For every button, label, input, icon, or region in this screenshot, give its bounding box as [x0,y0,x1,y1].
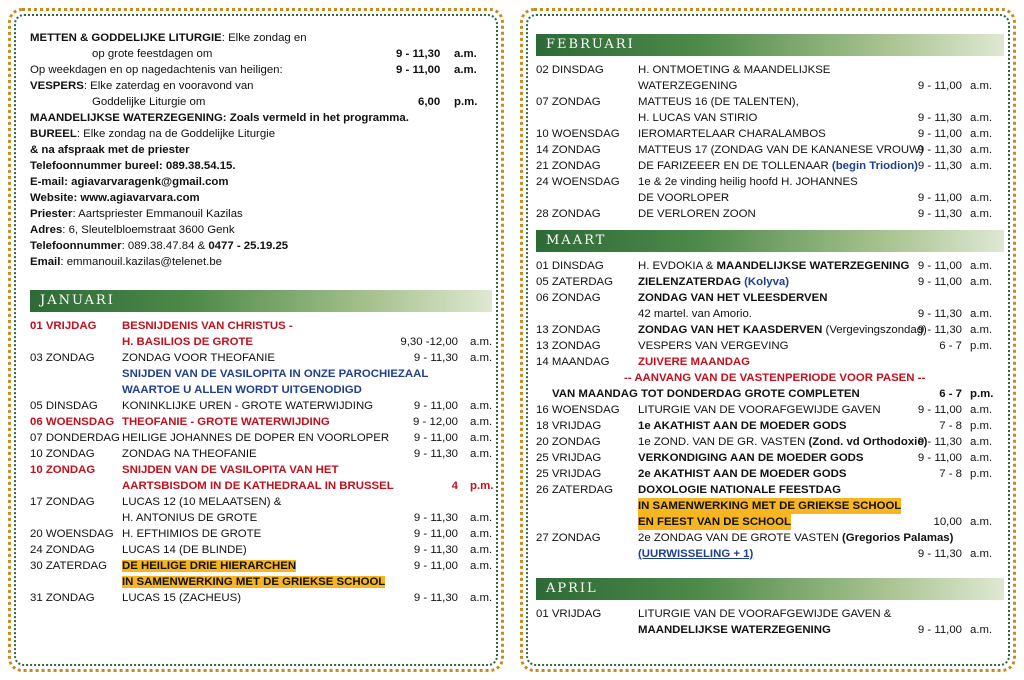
event-time: 9 - 11,30 [917,112,962,124]
month-banner-januari: JANUARI [30,290,492,312]
month-banner-februari: FEBRUARI [536,34,1004,56]
schedule-row [30,590,492,606]
schedule-row [536,190,1004,206]
event-title-wrap [638,126,826,142]
event-title: IN SAMENWERKING MET DE GRIEKSE SCHOOL [638,500,902,512]
schedule-row [30,574,492,590]
event-time: 9 - 11,00 [917,452,962,464]
time-unit: a.m. [454,48,477,60]
event-date: 20 ZONDAG [536,436,601,448]
event-title: H. EVDOKIA & [638,260,717,272]
schedule-row [30,350,492,366]
event-time: 9 - 11,30 [413,592,458,604]
event-title-wrap [122,478,394,494]
event-title: LUCAS 15 (ZACHEUS) [122,592,241,604]
info-line: : Elke zondag na de Goddelijke Liturgie [76,128,276,140]
event-unit: a.m. [970,624,993,636]
event-title-wrap [122,430,389,446]
event-title: KONINKLIJKE UREN - GROTE WATERWIJDING [122,400,374,412]
event-unit: p.m. [970,340,993,352]
schedule-row [30,558,492,574]
event-date: 07 ZONDAG [536,96,601,108]
event-date: 10 ZONDAG [30,464,96,476]
lent-notice: -- AANVANG VAN DE VASTENPERIODE VOOR PASEN -- [624,372,926,384]
event-date: 27 ZONDAG [536,532,601,544]
info-line: : Elke zondag en [221,32,307,44]
event-note: (Kolyva) [744,276,790,288]
schedule-row [536,78,1004,94]
event-time: 9 - 11,00 [917,624,962,636]
event-title: SNIJDEN VAN DE VASILOPITA IN ONZE PAROCHIEZAAL [122,368,429,380]
event-title-wrap [122,558,296,574]
event-time: 9 - 11,00 [917,260,962,272]
event-title: MATTEUS 17 (ZONDAG VAN DE KANANESE VROUW) [638,144,924,156]
event-title-wrap [122,334,253,350]
event-title: DE FARIZEEER EN DE TOLLENAAR [638,160,832,172]
event-time: 10,00 [933,516,962,528]
schedule-row [30,462,492,478]
event-unit: p.m. [970,388,994,400]
time-value: 9 - 11,00 [396,64,441,76]
event-unit: a.m. [970,112,993,124]
event-date: 07 DONDERDAG [30,432,120,444]
event-note: (Gregorios Palamas) [842,532,954,544]
event-title: MAANDELIJKSE WATERZEGENING [716,260,910,272]
event-title: H. ANTONIUS DE GROTE [122,512,258,524]
event-title-wrap [638,110,757,126]
event-date: 16 WOENSDAG [536,404,620,416]
schedule-row [536,94,1004,110]
event-time: 9 - 11,00 [917,276,962,288]
event-title-wrap [122,398,373,414]
event-title: ZIELENZATERDAG [638,276,745,288]
event-title: IN SAMENWERKING MET DE GRIEKSE SCHOOL [122,576,386,588]
event-unit: a.m. [470,448,493,460]
event-date: 14 MAANDAG [536,356,610,368]
event-title: MAANDELIJKSE WATERZEGENING [638,624,831,636]
event-unit: a.m. [470,512,493,524]
event-date: 13 ZONDAG [536,340,601,352]
info-line: op grote feestdagen om [92,48,213,60]
event-title: SNIJDEN VAN DE VASILOPITA VAN HET [122,464,339,476]
schedule-row [536,158,1004,174]
event-title: 42 martel. van Amorio. [638,308,752,320]
event-time: 9 - 11,00 [413,560,458,572]
event-title-wrap [638,142,924,158]
event-date: 01 VRIJDAG [536,608,602,620]
schedule-row [30,414,492,430]
time-unit: a.m. [454,64,477,76]
info-line: : Elke zaterdag en vooravond van [83,80,254,92]
event-date: 05 DINSDAG [30,400,98,412]
event-title: THEOFANIE - GROTE WATERWIJDING [122,416,330,428]
event-title: 2e ZONDAG VAN DE GROTE VASTEN [638,532,843,544]
schedule-row [30,398,492,414]
event-title: WATERZEGENING [638,80,738,92]
event-time: 7 - 8 [939,420,962,432]
event-date: 20 WOENSDAG [30,528,114,540]
event-time: 9,30 -12,00 [400,336,458,348]
event-title-wrap [122,318,293,334]
schedule-block [536,34,1004,638]
event-unit: a.m. [470,400,493,412]
event-unit: a.m. [470,416,493,428]
schedule-row [30,382,492,398]
event-title-wrap [638,158,918,174]
event-time: 9 - 11,00 [413,432,458,444]
info-line: : emmanouil.kazilas@telenet.be [60,256,223,268]
event-time: 9 - 11,00 [413,400,458,412]
event-unit: a.m. [470,352,493,364]
event-title-wrap [122,382,362,398]
event-unit: a.m. [970,260,993,272]
event-date: 17 ZONDAG [30,496,95,508]
event-unit: a.m. [970,516,993,528]
event-title: 1e & 2e vinding heilig hoofd H. JOHANNES [638,176,858,188]
event-title: DE VERLOREN ZOON [638,208,756,220]
event-title-wrap [122,366,428,382]
event-title-wrap [638,190,729,206]
info-block [30,30,492,606]
event-date: 10 ZONDAG [30,448,95,460]
event-date: 02 DINSDAG [536,64,604,76]
event-time: 6 - 7 [939,340,962,352]
month-banner-maart: MAART [536,230,1004,252]
event-unit: a.m. [970,308,993,320]
schedule-row [30,446,492,462]
month-banner-april: APRIL [536,578,1004,600]
event-unit: a.m. [470,544,493,556]
schedule-row [30,526,492,542]
info-line: 0477 - 25.19.25 [208,240,289,252]
schedule-row [30,334,492,350]
event-time: 6 - 7 [939,388,962,400]
event-title-wrap [122,590,241,606]
info-line: Adres [30,224,63,236]
event-unit: a.m. [470,432,493,444]
info-line: Priester [30,208,73,220]
event-unit: a.m. [970,452,993,464]
event-date: 18 VRIJDAG [536,420,602,432]
event-time: 7 - 8 [939,468,962,480]
event-date: 24 ZONDAG [30,544,95,556]
event-note: (UURWISSELING + 1) [638,548,754,560]
event-title: H. ONTMOETING & MAANDELIJKSE [638,64,831,76]
event-date: 05 ZATERDAG [536,276,614,288]
event-note: (Zond. vd Orthodoxie) [808,436,928,448]
info-line: Goddelijke Liturgie om [92,96,206,108]
event-time: 9 - 11,00 [917,80,962,92]
event-time: 9 - 11,30 [413,352,458,364]
event-title-wrap [638,94,799,110]
info-line: Website: www.agiavarvara.com [30,192,200,204]
event-note: (begin Triodion) [831,160,918,172]
event-time: 9 - 11,30 [413,544,458,556]
event-date: 26 ZATERDAG [536,484,614,496]
event-unit: a.m. [970,404,993,416]
event-date: 13 ZONDAG [536,324,601,336]
event-time: 9 - 11,00 [917,404,962,416]
event-note: (Vergevingszondag) [822,324,927,336]
event-time: 9 - 11,00 [917,128,962,140]
event-time: 4 [451,480,458,492]
event-date: 06 ZONDAG [536,292,601,304]
event-date: 24 WOENSDAG [536,176,620,188]
event-time: 9 - 11,00 [917,192,962,204]
event-date: 21 ZONDAG [536,160,601,172]
event-title-wrap [122,414,330,430]
event-title-wrap [122,510,257,526]
event-date: 06 WOENSDAG [30,416,115,428]
event-time: 9 - 11,30 [917,548,962,560]
event-title: VESPERS VAN VERGEVING [638,340,789,352]
event-time: 9 - 11,30 [917,144,962,156]
time-value: 9 - 11,30 [396,48,441,60]
info-line: E-mail: agiavarvaragenk@gmail.com [30,176,229,188]
event-unit: a.m. [470,560,493,572]
event-title: LUCAS 12 (10 MELAATSEN) & [122,496,282,508]
event-date: 01 VRIJDAG [30,320,97,332]
event-title-wrap [122,494,281,510]
info-line: METTEN & GODDELIJKE LITURGIE [30,32,222,44]
event-date: 14 ZONDAG [536,144,601,156]
event-date: 10 WOENSDAG [536,128,620,140]
event-title: HEILIGE JOHANNES DE DOPER EN VOORLOPER [122,432,390,444]
event-time: 9 - 11,30 [413,448,458,460]
event-title: 1e AKATHIST AAN DE MOEDER GODS [638,420,847,432]
event-title: LUCAS 14 (DE BLINDE) [122,544,247,556]
event-unit: a.m. [970,144,993,156]
event-unit: a.m. [970,548,993,560]
event-title-wrap [122,542,247,558]
event-unit: a.m. [470,336,493,348]
maart-schedule [536,258,1004,562]
schedule-row [30,430,492,446]
event-title-wrap [122,446,257,462]
event-date: 03 ZONDAG [30,352,95,364]
event-time: 9 - 11,30 [917,436,962,448]
event-title: ZONDAG VAN HET VLEESDERVEN [638,292,828,304]
event-time: 9 - 11,30 [917,324,962,336]
event-unit: p.m. [970,468,993,480]
schedule-row [30,318,492,334]
schedule-row [30,494,492,510]
event-unit: a.m. [970,80,993,92]
info-line: Telefoonnummer [30,240,122,252]
time-value: 6,00 [418,96,441,108]
event-unit: a.m. [970,436,993,448]
event-title: H. LUCAS VAN STIRIO [638,112,758,124]
event-unit: p.m. [970,420,993,432]
event-date: 25 VRIJDAG [536,468,602,480]
event-title: WAARTOE U ALLEN WORDT UITGENODIGD [122,384,362,396]
event-title: BESNIJDENIS VAN CHRISTUS - [122,320,293,332]
event-unit: a.m. [970,192,993,204]
schedule-row [536,174,1004,190]
info-line: MAANDELIJKSE WATERZEGENING: Zoals vermeld in het programma. [30,112,409,124]
event-unit: a.m. [970,160,993,172]
event-date: 30 ZATERDAG [30,560,108,572]
event-title-wrap [122,574,385,590]
event-title: AARTSBISDOM IN DE KATHEDRAAL IN BRUSSEL [122,480,394,492]
event-title-wrap [638,174,858,190]
event-title: LITURGIE VAN DE VOORAFGEWIJDE GAVEN [638,404,881,416]
januari-schedule [30,318,492,606]
event-title: ZONDAG NA THEOFANIE [122,448,257,460]
event-date: 01 DINSDAG [536,260,604,272]
event-title: ZONDAG VAN HET KAASDERVEN [638,324,823,336]
info-line: : 089.38.47.84 & [121,240,209,252]
event-title-wrap [638,62,830,78]
event-title: 1e ZOND. VAN DE GR. VASTEN [638,436,809,448]
event-title: VERKONDIGING AAN DE MOEDER GODS [638,452,864,464]
event-title-wrap [122,462,338,478]
event-title-wrap [122,350,275,366]
lent-compline: VAN MAANDAG TOT DONDERDAG GROTE COMPLETEN [552,388,860,400]
event-title-wrap [638,78,737,94]
info-line: : 6, Sleutelbloemstraat 3600 Genk [62,224,235,236]
event-unit: a.m. [970,276,993,288]
right-page [512,0,1024,680]
info-line: VESPERS [30,80,84,92]
event-unit: p.m. [470,480,494,492]
info-line: BUREEL [30,128,77,140]
event-unit: a.m. [970,128,993,140]
event-title: LITURGIE VAN DE VOORAFGEWIJDE GAVEN & [638,608,892,620]
event-title: H. BASILIOS DE GROTE [122,336,254,348]
event-unit: a.m. [970,324,993,336]
event-time: 9 - 11,30 [413,512,458,524]
event-title-wrap [122,526,261,542]
time-unit: p.m. [454,96,478,108]
event-title-wrap [638,206,756,222]
info-line: Email [30,256,61,268]
event-title: H. EFTHIMIOS DE GROTE [122,528,262,540]
info-line: & na afspraak met de priester [30,144,190,156]
april-schedule [536,606,1004,638]
schedule-row [536,126,1004,142]
event-title: DE VOORLOPER [638,192,730,204]
event-time: 9 - 11,00 [413,528,458,540]
schedule-row [536,62,1004,78]
event-title: DE HEILIGE DRIE HIERARCHEN [122,560,297,572]
schedule-row [30,478,492,494]
info-line: : Aartspriester Emmanouil Kazilas [72,208,243,220]
event-title: ZUIVERE MAANDAG [638,356,751,368]
schedule-row [30,510,492,526]
schedule-row [536,206,1004,222]
event-date: 25 VRIJDAG [536,452,602,464]
event-unit: a.m. [970,208,993,220]
event-time: 9 - 11,30 [917,308,962,320]
schedule-row [536,110,1004,126]
event-time: 9 - 12,00 [413,416,458,428]
event-title: IEROMARTELAAR CHARALAMBOS [638,128,826,140]
event-unit: a.m. [470,528,493,540]
februari-schedule [536,62,1004,222]
event-date: 31 ZONDAG [30,592,95,604]
event-title: EN FEEST VAN DE SCHOOL [638,516,791,528]
event-unit: a.m. [470,592,493,604]
event-title: DOXOLOGIE NATIONALE FEESTDAG [638,484,841,496]
event-time: 9 - 11,30 [917,160,962,172]
schedule-row [30,366,492,382]
event-date: 28 ZONDAG [536,208,601,220]
event-title: 2e AKATHIST AAN DE MOEDER GODS [638,468,847,480]
event-title: MATTEUS 16 (DE TALENTEN), [638,96,799,108]
info-line: Op weekdagen en op nagedachtenis van heiligen: [30,64,283,76]
event-title: ZONDAG VOOR THEOFANIE [122,352,275,364]
schedule-row [30,542,492,558]
info-line: Telefoonnummer bureel: 089.38.54.15. [30,160,236,172]
event-time: 9 - 11,30 [917,208,962,220]
schedule-row [536,142,1004,158]
